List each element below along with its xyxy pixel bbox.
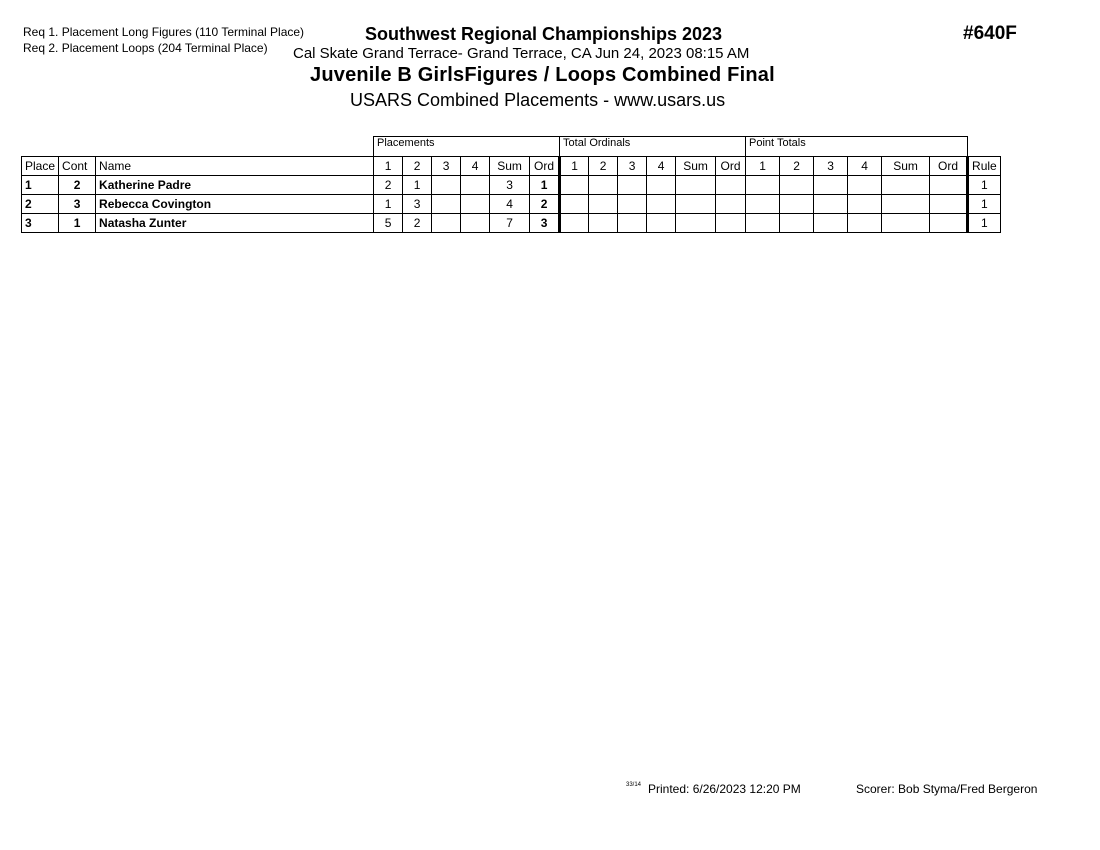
points-col-1: 1: [746, 157, 780, 176]
placements-group-header: Placements: [374, 137, 560, 157]
placements-col-4: 4: [461, 157, 490, 176]
rule-cell: 1: [968, 176, 1001, 195]
place-header: Place: [22, 157, 59, 176]
requirement-1: Req 1. Placement Long Figures (110 Terminal Place): [23, 25, 305, 39]
ordinals-col-2: 2: [589, 157, 618, 176]
place-cell: 3: [22, 214, 59, 233]
table-row: [22, 195, 1001, 214]
placement-ord: 2: [530, 195, 560, 214]
column-header-row: [22, 157, 1001, 176]
ordinals-col-4: 4: [647, 157, 676, 176]
point-totals-group-header: Point Totals: [746, 137, 968, 157]
cont-header: Cont: [59, 157, 96, 176]
place-cell: 2: [22, 195, 59, 214]
placement-2: 2: [403, 214, 432, 233]
ordinals-col-ord: Ord: [716, 157, 746, 176]
placement-2: 1: [403, 176, 432, 195]
printed-timestamp: Printed: 6/26/2023 12:20 PM: [648, 782, 801, 796]
points-col-2: 2: [780, 157, 814, 176]
placement-1: 5: [374, 214, 403, 233]
points-col-4: 4: [848, 157, 882, 176]
championship-title: Southwest Regional Championships 2023: [365, 24, 723, 44]
group-header-row: [22, 137, 1001, 157]
skater-name: Natasha Zunter: [96, 214, 374, 233]
placements-col-sum: Sum: [490, 157, 530, 176]
skater-name: Rebecca Covington: [96, 195, 374, 214]
points-col-3: 3: [814, 157, 848, 176]
placements-col-2: 2: [403, 157, 432, 176]
cont-cell: 1: [59, 214, 96, 233]
placement-ord: 1: [530, 176, 560, 195]
event-title: Juvenile B GirlsFigures / Loops Combined Final: [310, 64, 775, 86]
location-line: Cal Skate Grand Terrace- Grand Terrace, CA Jun 24, 2023 08:15 AM: [293, 45, 750, 62]
ordinals-col-1: 1: [560, 157, 589, 176]
placement-2: 3: [403, 195, 432, 214]
placements-col-ord: Ord: [530, 157, 560, 176]
name-header: Name: [96, 157, 374, 176]
place-cell: 1: [22, 176, 59, 195]
skater-name: Katherine Padre: [96, 176, 374, 195]
placement-1: 1: [374, 195, 403, 214]
placement-4: [461, 214, 490, 233]
results-table: [21, 136, 1001, 233]
placement-4: [461, 195, 490, 214]
placement-sum: 7: [490, 214, 530, 233]
rule-header: Rule: [968, 157, 1001, 176]
placement-3: [432, 214, 461, 233]
placement-3: [432, 176, 461, 195]
placement-1: 2: [374, 176, 403, 195]
placements-col-1: 1: [374, 157, 403, 176]
table-row: [22, 214, 1001, 233]
rule-cell: 1: [968, 214, 1001, 233]
table-row: [22, 176, 1001, 195]
placement-sum: 4: [490, 195, 530, 214]
rule-cell: 1: [968, 195, 1001, 214]
points-col-ord: Ord: [930, 157, 968, 176]
footer-code: 33/14: [626, 782, 642, 788]
scorer-line: Scorer: Bob Styma/Fred Bergeron: [856, 782, 1038, 796]
placement-sum: 3: [490, 176, 530, 195]
placements-col-3: 3: [432, 157, 461, 176]
cont-cell: 3: [59, 195, 96, 214]
event-number: #640F: [963, 23, 1017, 44]
placement-ord: 3: [530, 214, 560, 233]
ordinals-col-sum: Sum: [676, 157, 716, 176]
cont-cell: 2: [59, 176, 96, 195]
site-line: USARS Combined Placements - www.usars.us: [350, 90, 726, 110]
ordinals-col-3: 3: [618, 157, 647, 176]
requirement-2: Req 2. Placement Loops (204 Terminal Place): [23, 41, 268, 55]
total-ordinals-group-header: Total Ordinals: [560, 137, 746, 157]
points-col-sum: Sum: [882, 157, 930, 176]
placement-3: [432, 195, 461, 214]
placement-4: [461, 176, 490, 195]
